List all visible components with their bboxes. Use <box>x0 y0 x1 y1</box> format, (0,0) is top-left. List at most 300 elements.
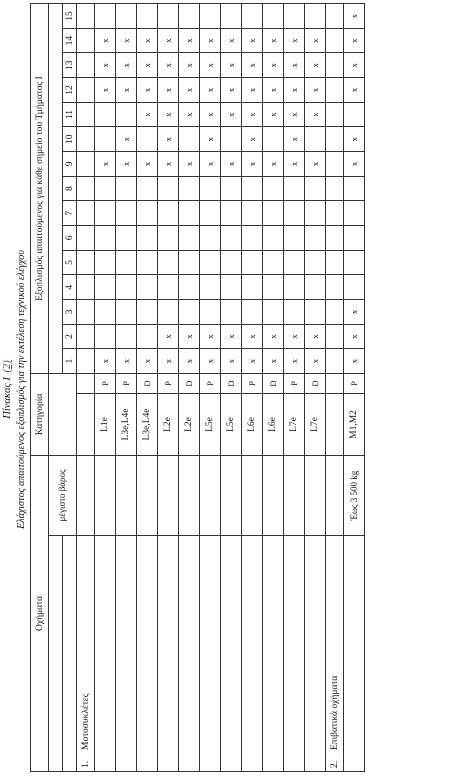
equipment-mark-cell: x <box>158 28 179 53</box>
table-row <box>344 4 365 772</box>
equipment-mark-cell: x <box>221 324 242 349</box>
equipment-mark-cell <box>263 4 284 29</box>
equipment-mark-cell <box>116 201 137 226</box>
equipment-mark-cell <box>242 4 263 29</box>
equipment-mark-cell <box>344 176 365 201</box>
equipment-mark-cell: x <box>263 102 284 127</box>
equipment-mark-cell: x <box>137 78 158 103</box>
equipment-mark-cell <box>242 176 263 201</box>
category-cell: L3e,L4e <box>137 393 158 455</box>
weight-cell <box>284 455 305 535</box>
equipment-mark-cell <box>263 250 284 275</box>
equipment-mark-cell <box>200 201 221 226</box>
equipment-mark-cell <box>137 275 158 300</box>
empty-cell <box>326 373 344 393</box>
category-cell: L3e,L4e <box>116 393 137 455</box>
header-vehicles: Οχήματα <box>31 455 49 771</box>
equipment-mark-cell: x <box>200 152 221 177</box>
table-title: Πίνακας I <box>2 377 13 419</box>
equipment-mark-cell <box>344 250 365 275</box>
test-code-cell: D <box>179 373 200 393</box>
empty-cell <box>77 4 95 29</box>
empty-cell <box>326 275 344 300</box>
equipment-number-5: 5 <box>63 250 77 275</box>
header-equipment: Εξοπλισμός απαιτούμενος για κάθε σημείο του Τμήματος I <box>31 4 49 374</box>
equipment-mark-cell <box>242 250 263 275</box>
equipment-mark-cell: x <box>284 28 305 53</box>
equipment-mark-cell <box>116 250 137 275</box>
equipment-mark-cell <box>305 300 326 325</box>
equipment-mark-cell: x <box>305 349 326 374</box>
equipment-mark-cell <box>263 300 284 325</box>
equipment-mark-cell <box>137 250 158 275</box>
equipment-mark-cell: x <box>116 152 137 177</box>
equipment-mark-cell <box>95 102 116 127</box>
equipment-mark-cell: x <box>179 324 200 349</box>
equipment-mark-cell: x <box>263 53 284 78</box>
equipment-mark-cell <box>305 127 326 152</box>
equipment-mark-cell: x <box>221 102 242 127</box>
equipment-mark-cell <box>158 275 179 300</box>
equipment-mark-cell <box>95 324 116 349</box>
table-row <box>200 4 221 772</box>
empty-cell <box>77 393 95 455</box>
equipment-mark-cell <box>263 176 284 201</box>
equipment-mark-cell: x <box>179 152 200 177</box>
test-code-cell: P <box>242 373 263 393</box>
equipment-mark-cell <box>116 4 137 29</box>
equipment-mark-cell: x <box>284 349 305 374</box>
equipment-mark-cell: x <box>344 28 365 53</box>
equipment-mark-cell: x <box>158 152 179 177</box>
weight-cell <box>305 455 326 535</box>
equipment-mark-cell <box>284 250 305 275</box>
equipment-mark-cell: x <box>344 152 365 177</box>
equipment-number-13: 13 <box>63 53 77 78</box>
empty-cell <box>77 324 95 349</box>
header-numbers-spacer <box>49 4 63 374</box>
empty-cell <box>326 393 344 455</box>
category-cell: L7e <box>305 393 326 455</box>
equipment-mark-cell <box>284 226 305 251</box>
equipment-mark-cell <box>242 201 263 226</box>
equipment-mark-cell: x <box>95 53 116 78</box>
equipment-mark-cell <box>179 226 200 251</box>
empty-cell <box>77 102 95 127</box>
equipment-mark-cell: x <box>137 152 158 177</box>
empty-cell <box>326 4 344 29</box>
equipment-mark-cell <box>284 300 305 325</box>
section-label <box>77 536 95 772</box>
equipment-mark-cell: x <box>179 78 200 103</box>
equipment-mark-cell: x <box>305 28 326 53</box>
header-max-weight: μέγιστο βάρος <box>49 455 77 535</box>
equipment-number-10: 10 <box>63 127 77 152</box>
equipment-number-12: 12 <box>63 78 77 103</box>
equipment-mark-cell: x <box>284 78 305 103</box>
equipment-mark-cell: x <box>305 324 326 349</box>
test-code-cell: D <box>221 373 242 393</box>
equipment-number-15: 15 <box>63 4 77 29</box>
equipment-table <box>30 3 365 772</box>
equipment-mark-cell <box>344 201 365 226</box>
equipment-mark-cell <box>137 127 158 152</box>
equipment-mark-cell: x <box>242 349 263 374</box>
equipment-mark-cell <box>284 176 305 201</box>
equipment-mark-cell <box>242 226 263 251</box>
equipment-mark-cell: x <box>221 152 242 177</box>
equipment-mark-cell <box>200 4 221 29</box>
vehicle-cell <box>263 536 284 772</box>
equipment-mark-cell: x <box>200 53 221 78</box>
equipment-mark-cell: x <box>200 349 221 374</box>
test-code-cell: P <box>284 373 305 393</box>
equipment-mark-cell: x <box>305 78 326 103</box>
equipment-mark-cell <box>179 4 200 29</box>
weight-cell <box>263 455 284 535</box>
equipment-mark-cell <box>137 4 158 29</box>
empty-cell <box>77 349 95 374</box>
equipment-mark-cell <box>344 226 365 251</box>
equipment-mark-cell <box>116 324 137 349</box>
equipment-mark-cell: x <box>158 102 179 127</box>
weight-cell: Έως 3 500 kg <box>344 455 365 535</box>
equipment-mark-cell: x <box>242 53 263 78</box>
table-subtitle: Ελάχιστος απαιτούμενος εξοπλισμός για την εκτέλεση τεχνικού ελέγχου <box>16 250 27 529</box>
equipment-mark-cell <box>221 4 242 29</box>
equipment-mark-cell: x <box>284 324 305 349</box>
empty-cell <box>326 78 344 103</box>
empty-cell <box>77 152 95 177</box>
equipment-mark-cell: x <box>344 53 365 78</box>
equipment-mark-cell <box>95 201 116 226</box>
table-row <box>116 4 137 772</box>
equipment-mark-cell: x <box>242 324 263 349</box>
equipment-mark-cell <box>221 226 242 251</box>
category-cell: L6e <box>242 393 263 455</box>
equipment-mark-cell: x <box>305 152 326 177</box>
equipment-mark-cell: x <box>263 28 284 53</box>
equipment-mark-cell <box>305 275 326 300</box>
weight-cell <box>179 455 200 535</box>
equipment-mark-cell <box>221 300 242 325</box>
equipment-mark-cell <box>263 275 284 300</box>
equipment-mark-cell: x <box>179 102 200 127</box>
empty-cell <box>326 226 344 251</box>
equipment-mark-cell <box>200 300 221 325</box>
equipment-mark-cell: x <box>158 78 179 103</box>
table-row <box>221 4 242 772</box>
empty-cell <box>326 300 344 325</box>
equipment-number-1: 1 <box>63 349 77 374</box>
equipment-mark-cell: x <box>95 349 116 374</box>
equipment-mark-cell <box>116 176 137 201</box>
vehicle-cell <box>158 536 179 772</box>
test-code-cell: D <box>305 373 326 393</box>
equipment-mark-cell <box>179 127 200 152</box>
equipment-mark-cell: x <box>200 324 221 349</box>
equipment-number-14: 14 <box>63 28 77 53</box>
equipment-number-3: 3 <box>63 300 77 325</box>
equipment-mark-cell <box>305 226 326 251</box>
equipment-mark-cell: x <box>137 349 158 374</box>
equipment-number-9: 9 <box>63 152 77 177</box>
equipment-mark-cell <box>116 300 137 325</box>
equipment-mark-cell: x <box>305 102 326 127</box>
equipment-mark-cell: x <box>242 78 263 103</box>
empty-cell <box>326 455 344 535</box>
equipment-mark-cell <box>263 226 284 251</box>
empty-cell <box>326 102 344 127</box>
equipment-mark-cell <box>242 300 263 325</box>
equipment-mark-cell: x <box>242 102 263 127</box>
empty-cell <box>326 324 344 349</box>
equipment-mark-cell: x <box>263 152 284 177</box>
equipment-mark-cell <box>242 275 263 300</box>
empty-cell <box>77 78 95 103</box>
equipment-mark-cell: x <box>116 53 137 78</box>
equipment-mark-cell: x <box>95 28 116 53</box>
table-row <box>242 4 263 772</box>
equipment-mark-cell <box>95 300 116 325</box>
equipment-mark-cell: x <box>221 28 242 53</box>
equipment-mark-cell <box>179 176 200 201</box>
equipment-mark-cell: x <box>284 152 305 177</box>
category-cell: L5e <box>221 393 242 455</box>
vehicle-cell <box>221 536 242 772</box>
equipment-mark-cell: x <box>158 53 179 78</box>
category-cell: M1,M2 <box>344 393 365 455</box>
category-cell: L5e <box>200 393 221 455</box>
equipment-mark-cell <box>221 176 242 201</box>
vehicle-cell <box>200 536 221 772</box>
category-cell: L2e <box>158 393 179 455</box>
equipment-mark-cell <box>158 201 179 226</box>
equipment-number-6: 6 <box>63 226 77 251</box>
equipment-mark-cell <box>116 226 137 251</box>
empty-cell <box>326 28 344 53</box>
table-row <box>179 4 200 772</box>
category-cell: L7e <box>284 393 305 455</box>
empty-cell <box>326 250 344 275</box>
empty-cell <box>77 226 95 251</box>
section-header-row <box>326 4 344 772</box>
table-body <box>77 4 365 772</box>
equipment-mark-cell: x <box>344 4 365 29</box>
equipment-mark-cell: x <box>158 324 179 349</box>
weight-cell <box>137 455 158 535</box>
empty-cell <box>326 53 344 78</box>
equipment-mark-cell <box>305 250 326 275</box>
section-title: Επιβατικά οχήματα <box>329 675 340 750</box>
equipment-mark-cell <box>284 275 305 300</box>
test-code-cell: D <box>137 373 158 393</box>
equipment-mark-cell: x <box>263 78 284 103</box>
weight-cell <box>221 455 242 535</box>
vehicle-cell <box>116 536 137 772</box>
equipment-mark-cell <box>137 300 158 325</box>
equipment-mark-cell: x <box>221 78 242 103</box>
empty-cell <box>326 349 344 374</box>
table-caption <box>2 0 13 779</box>
equipment-mark-cell <box>305 4 326 29</box>
empty-cell <box>77 201 95 226</box>
equipment-number-8: 8 <box>63 176 77 201</box>
equipment-mark-cell: x <box>179 53 200 78</box>
vehicle-cell <box>242 536 263 772</box>
table-row <box>137 4 158 772</box>
empty-cell <box>77 250 95 275</box>
equipment-mark-cell: x <box>284 53 305 78</box>
equipment-mark-cell: x <box>344 324 365 349</box>
empty-cell <box>77 53 95 78</box>
empty-cell <box>77 455 95 535</box>
header-spacer-2 <box>63 536 77 772</box>
equipment-mark-cell <box>95 275 116 300</box>
table-row <box>284 4 305 772</box>
equipment-mark-cell <box>221 250 242 275</box>
equipment-mark-cell <box>116 102 137 127</box>
equipment-mark-cell <box>158 226 179 251</box>
equipment-mark-cell <box>95 176 116 201</box>
vehicle-cell <box>344 536 365 772</box>
equipment-mark-cell <box>200 275 221 300</box>
vehicle-cell <box>179 536 200 772</box>
empty-cell <box>77 300 95 325</box>
equipment-mark-cell: x <box>305 53 326 78</box>
equipment-mark-cell: x <box>200 28 221 53</box>
equipment-mark-cell <box>95 226 116 251</box>
equipment-mark-cell: x <box>242 127 263 152</box>
test-code-cell: P <box>116 373 137 393</box>
equipment-mark-cell <box>95 4 116 29</box>
category-cell: L6e <box>263 393 284 455</box>
weight-cell <box>242 455 263 535</box>
empty-cell <box>326 152 344 177</box>
weight-cell <box>95 455 116 535</box>
equipment-number-7: 7 <box>63 201 77 226</box>
equipment-mark-cell: x <box>344 78 365 103</box>
equipment-mark-cell <box>221 201 242 226</box>
equipment-mark-cell: x <box>137 102 158 127</box>
equipment-mark-cell: x <box>137 53 158 78</box>
equipment-mark-cell: x <box>221 53 242 78</box>
equipment-mark-cell <box>221 275 242 300</box>
empty-cell <box>326 176 344 201</box>
equipment-mark-cell <box>137 226 158 251</box>
category-cell: L1e <box>95 393 116 455</box>
empty-cell <box>77 373 95 393</box>
vehicle-cell <box>95 536 116 772</box>
equipment-mark-cell: x <box>200 78 221 103</box>
equipment-mark-cell <box>305 176 326 201</box>
equipment-mark-cell: x <box>344 127 365 152</box>
section-title: Μοτοσυκλέτες <box>80 693 91 750</box>
table-row <box>263 4 284 772</box>
equipment-mark-cell <box>284 4 305 29</box>
test-code-cell: D <box>263 373 284 393</box>
equipment-mark-cell <box>263 201 284 226</box>
empty-cell <box>77 28 95 53</box>
vehicle-cell <box>284 536 305 772</box>
empty-cell <box>77 176 95 201</box>
vehicle-cell <box>305 536 326 772</box>
equipment-mark-cell: x <box>200 102 221 127</box>
test-code-cell: P <box>200 373 221 393</box>
equipment-mark-cell: x <box>263 324 284 349</box>
empty-cell <box>326 127 344 152</box>
equipment-mark-cell: x <box>158 349 179 374</box>
equipment-mark-cell <box>158 176 179 201</box>
weight-cell <box>200 455 221 535</box>
test-code-cell: P <box>158 373 179 393</box>
equipment-mark-cell <box>200 250 221 275</box>
section-number: 2. <box>329 760 340 768</box>
category-cell: L2e <box>179 393 200 455</box>
vehicle-cell <box>137 536 158 772</box>
empty-cell <box>77 127 95 152</box>
equipment-mark-cell: x <box>116 349 137 374</box>
equipment-mark-cell: x <box>116 28 137 53</box>
equipment-mark-cell <box>200 176 221 201</box>
equipment-mark-cell <box>179 300 200 325</box>
equipment-mark-cell: x <box>116 78 137 103</box>
equipment-mark-cell: x <box>158 127 179 152</box>
equipment-mark-cell: x <box>284 127 305 152</box>
empty-cell <box>326 201 344 226</box>
equipment-mark-cell: x <box>179 28 200 53</box>
equipment-mark-cell: x <box>95 78 116 103</box>
header-category-blank <box>49 373 77 455</box>
equipment-mark-cell <box>158 4 179 29</box>
equipment-mark-cell <box>179 250 200 275</box>
equipment-mark-cell <box>116 275 137 300</box>
equipment-mark-cell <box>95 127 116 152</box>
equipment-mark-cell <box>221 127 242 152</box>
equipment-mark-cell <box>179 201 200 226</box>
weight-cell <box>116 455 137 535</box>
equipment-mark-cell <box>344 102 365 127</box>
section-label <box>326 536 344 772</box>
section-header-row <box>77 4 95 772</box>
equipment-mark-cell: x <box>242 28 263 53</box>
equipment-mark-cell <box>158 250 179 275</box>
equipment-number-4: 4 <box>63 275 77 300</box>
equipment-number-2: 2 <box>63 324 77 349</box>
table-row <box>305 4 326 772</box>
footnote-link[interactable]: (2) <box>2 360 13 373</box>
equipment-mark-cell: x <box>242 152 263 177</box>
test-code-cell: P <box>95 373 116 393</box>
equipment-mark-cell: x <box>179 349 200 374</box>
table-row <box>95 4 116 772</box>
test-code-cell: P <box>344 373 365 393</box>
empty-cell <box>77 275 95 300</box>
equipment-mark-cell: x <box>116 127 137 152</box>
equipment-mark-cell <box>137 324 158 349</box>
equipment-mark-cell <box>200 226 221 251</box>
equipment-mark-cell: x <box>344 349 365 374</box>
equipment-mark-cell <box>95 250 116 275</box>
equipment-mark-cell <box>284 201 305 226</box>
equipment-number-11: 11 <box>63 102 77 127</box>
table-row <box>158 4 179 772</box>
equipment-mark-cell <box>137 176 158 201</box>
section-number: 1. <box>80 760 91 768</box>
equipment-mark-cell: x <box>137 28 158 53</box>
equipment-mark-cell: x <box>200 127 221 152</box>
equipment-mark-cell <box>263 127 284 152</box>
